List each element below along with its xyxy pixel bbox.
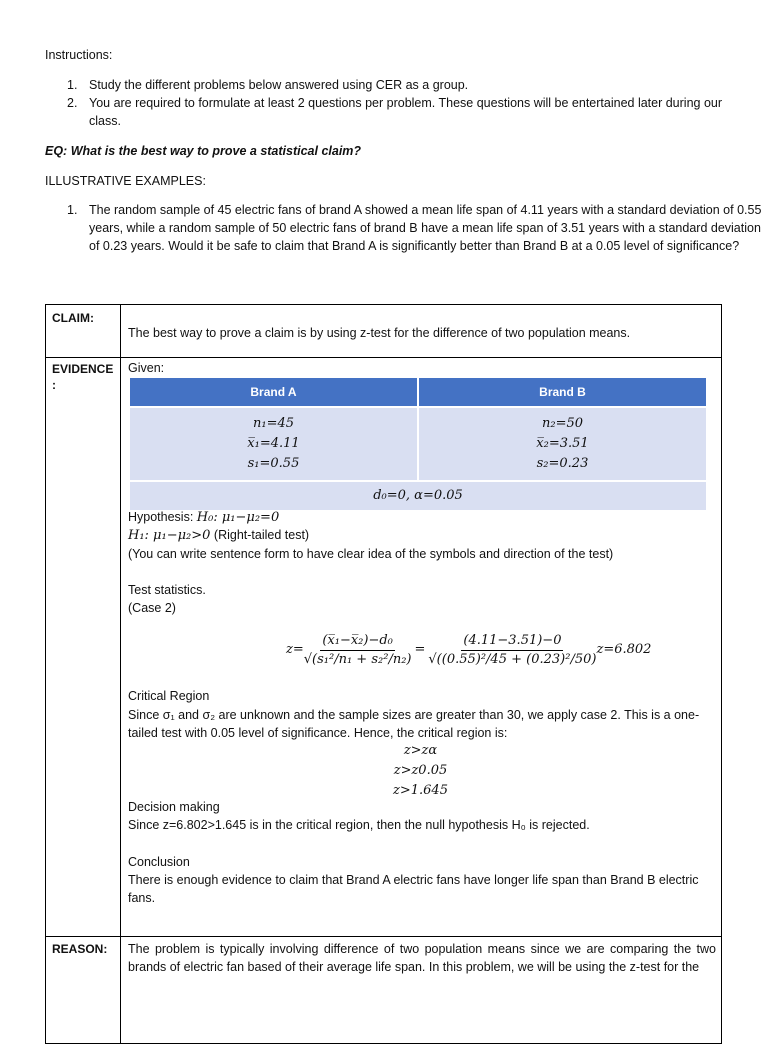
alt-hypothesis-line: H₁: μ₁−μ₂>0 (Right-tailed test)	[128, 528, 310, 543]
brand-b-values: n₂=50 x̅₂=3.51 s₂=0.23	[419, 408, 706, 480]
case-label: (Case 2)	[128, 601, 176, 615]
problem-item	[45, 201, 768, 255]
hypothesis-line: Hypothesis: H₀: μ₁−μ₂=0	[128, 510, 280, 525]
alternative-hypothesis: H₁: μ₁−μ₂>0	[128, 528, 211, 543]
list-number: 2.	[67, 96, 78, 110]
evidence-label: EVIDENCE :	[52, 362, 114, 392]
reason-label: REASON:	[52, 942, 108, 956]
claim-label: CLAIM:	[52, 311, 94, 325]
reason-text: The problem is typically involving difference of two population means since we are comparing the two brands of electric fan based of their average life span. In this problem, we will be using the z-test for the	[128, 942, 716, 974]
list-number: 1.	[67, 203, 78, 217]
illustrative-heading: ILLUSTRATIVE EXAMPLES:	[45, 174, 206, 188]
critical-region-label: Critical Region	[128, 689, 210, 703]
decision-text: Since z=6.802>1.645 is in the critical region, then the null hypothesis H₀ is rejected.	[128, 818, 590, 832]
instruction-text: You are required to formulate at least 2 questions per problem. These questions will be entertained later during our class.	[89, 96, 723, 128]
critical-region-values: z>zα z>z0.05 z>1.645	[393, 743, 448, 798]
parameters: d₀=0, α=0.05	[130, 482, 706, 510]
given-label: Given:	[128, 361, 165, 375]
instructions-heading: Instructions:	[45, 48, 113, 62]
conclusion-text: There is enough evidence to claim that Brand A electric fans have longer life span than Brand B electric fans.	[128, 873, 699, 905]
brand-a-values: n₁=45 x̅₁=4.11 s₁=0.55	[130, 408, 417, 480]
hypothesis-note: (You can write sentence form to have clear idea of the symbols and direction of the test)	[128, 547, 614, 561]
critical-region-text: Since σ₁ and σ₂ are unknown and the sample sizes are greater than 30, we apply case 2. This is a one- tailed test with 0.05 level of significance. Hence, the critical region is:	[128, 708, 700, 740]
list-number: 1.	[67, 78, 78, 92]
conclusion-label: Conclusion	[128, 855, 190, 869]
essential-question: EQ: What is the best way to prove a statistical claim?	[45, 144, 362, 158]
cer-table	[45, 304, 722, 1044]
claim-text: The best way to prove a claim is by using z-test for the difference of two population means.	[128, 326, 631, 340]
instruction-text: Study the different problems below answered using CER as a group.	[89, 78, 469, 92]
decision-label: Decision making	[128, 800, 220, 814]
null-hypothesis: H₀: μ₁−μ₂=0	[196, 510, 280, 525]
brand-a-header: Brand A	[130, 378, 417, 406]
z-formula: z= $\frac{\text{(x̅₁−x̅₂)−d₀}}{\text{√(s₁²/n₁ + s₂²/n₂)}}$ = $\frac{(4.11-3.51)-0}{\text{√((0.55)²/45 + (0.23)²/50)}}$ z=6.802	[286, 632, 652, 667]
instruction-item	[45, 94, 735, 130]
instructions-list	[45, 76, 735, 130]
given-table	[128, 376, 708, 512]
brand-b-header: Brand B	[419, 378, 706, 406]
test-stat-label: Test statistics.	[128, 583, 206, 597]
problem-text: The random sample of 45 electric fans of brand A showed a mean life span of 4.11 years with a standard deviation of 0.55 years, while a random sample of 50 electric fans of brand B have a mean life span of 3.51 years with a standard deviation of 0.23 years. Would it be safe to claim that Brand A is significantly better than Brand B at a 0.05 level of significance?	[89, 203, 762, 253]
instruction-item	[45, 76, 735, 94]
